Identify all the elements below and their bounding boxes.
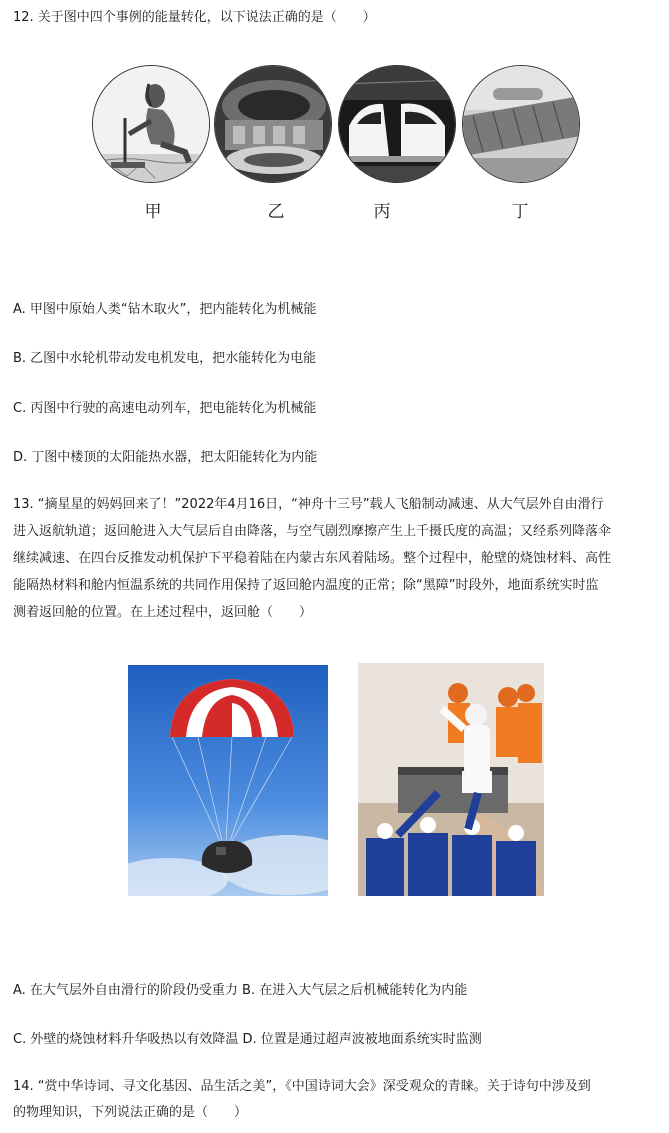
caption-yi: 乙 <box>267 202 285 222</box>
water-turbine-image <box>214 65 332 183</box>
caption-jia: 甲 <box>144 202 162 222</box>
caption-ding: 丁 <box>511 202 529 222</box>
q13-stem-line-3: 继续减速、在四台反推发动机保护下平稳着陆在内蒙古东风着陆场。整个过程中，舱壁的烧蚀材料、高性 <box>13 551 612 566</box>
q13-stem-line-5: 测着返回舱的位置。在上述过程中，返回舱（ ） <box>13 605 313 620</box>
q13-options-row-1: A. 在大气层外自由滑行的阶段仍受重力 B. 在进入大气层之后机械能转化为内能 <box>13 983 468 998</box>
q13-stem-line-4: 能隔热材料和舱内恒温系统的共同作用保持了返回舱内温度的正常；除“黑障”时段外，地面系统实时监 <box>13 578 599 593</box>
return-capsule-parachute-image <box>128 665 328 896</box>
q12-option-d: D. 丁图中楼顶的太阳能热水器，把太阳能转化为内能 <box>13 450 318 465</box>
q12-option-a: A. 甲图中原始人类“钻木取火”，把内能转化为机械能 <box>13 302 317 317</box>
q14-stem-line-2: 的物理知识，下列说法正确的是（ ） <box>13 1105 248 1120</box>
solar-water-heater-image <box>462 65 580 183</box>
q12-option-c: C. 丙图中行驶的高速电动列车，把电能转化为机械能 <box>13 401 317 416</box>
q13-stem-line-2: 进入返航轨道；返回舱进入大气层后自由降落，与空气剧烈摩擦产生上千摄氏度的高温；又经系列降落伞 <box>13 524 612 539</box>
primitive-man-fire-drill-image <box>92 65 210 183</box>
caption-bing: 丙 <box>373 202 391 222</box>
q12-stem: 12. 关于图中四个事例的能量转化，以下说法正确的是（ ） <box>13 10 376 25</box>
q14-stem-line-1: 14. “赏中华诗词、寻文化基因、品生活之美”，《中国诗词大会》深受观众的青睐。关于诗句中涉及到 <box>13 1079 591 1094</box>
q12-option-b: B. 乙图中水轮机带动发电机发电，把水能转化为电能 <box>13 351 317 366</box>
q13-options-row-2: C. 外壁的烧蚀材料升华吸热以有效降温 D. 位置是通过超声波被地面系统实时监测 <box>13 1032 482 1047</box>
high-speed-train-image <box>338 65 456 183</box>
q13-stem-line-1: 13. “摘星星的妈妈回来了！”2022年4月16日，“神舟十三号”载人飞船制动减速、从大气层外自由滑行 <box>13 497 604 512</box>
astronaut-exiting-capsule-image <box>358 663 544 896</box>
